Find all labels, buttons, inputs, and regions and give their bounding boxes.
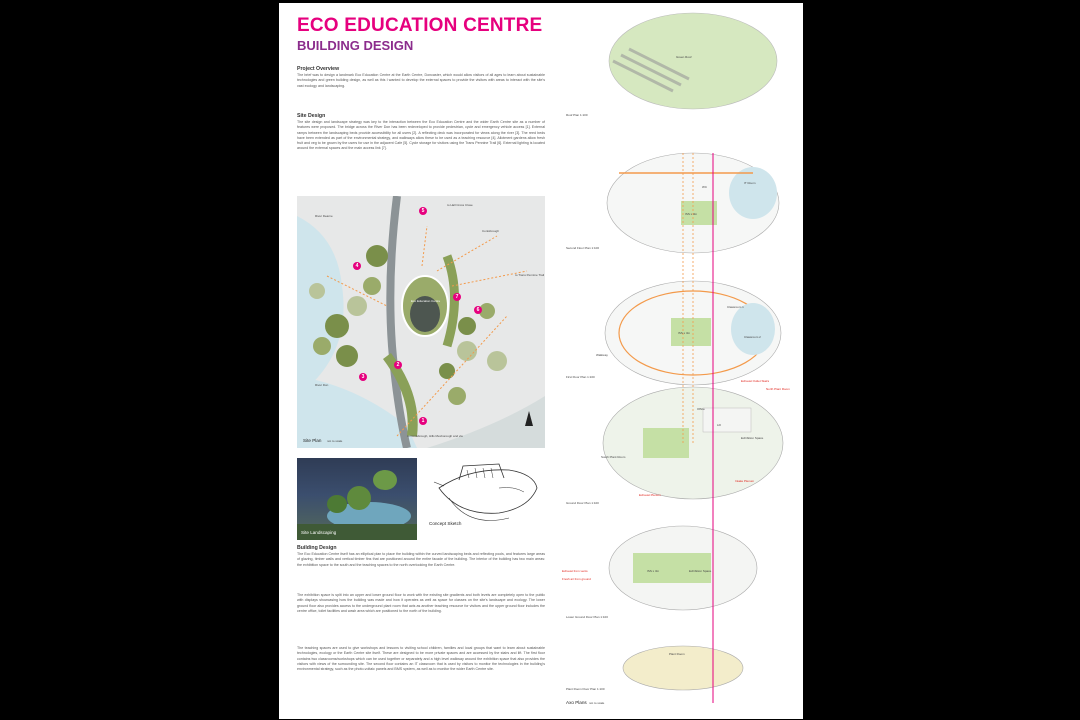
render-caption: Site Landscaping <box>301 530 337 535</box>
second-floor-room-size: ISS x 3m <box>685 212 698 216</box>
plant-room-caption: Plant Room Floor Plan 1:100 <box>566 687 605 691</box>
site-marker-3: 3 <box>359 373 367 381</box>
site-design-text: The site design and landscape strategy was key to the interaction between the Eco Education Centre and the wider Earth Centre site as a number of features were proposed. The bridge across the River Don has been redeveloped to provide pedestrian, cycle and emergency vehicle access [1]. External ramps between the landscaping beds provide accessibility for all users [2]. A reflecting deck was incorporated for views along the river [3]. The reed beds have been extended as part of the environmental strategy, and walkways allow these to be used as a teaching resource [4]. Allotment gardens allow fresh fruit and veg to be grown by the users for use in the adjacent Cafe [5]. Cycle storage for visitors using the Trans Pennine Trail [6]. External lighting is located around the external spaces and the main access link [7]. <box>297 120 545 151</box>
second-floor-caption: Second Floor Plan 1:100 <box>566 246 600 250</box>
exhaust-plenum-label: Exhaust Plenum <box>639 493 661 497</box>
concept-sketch <box>429 458 545 540</box>
first-floor-caption: First Floor Plan 1:100 <box>566 375 595 379</box>
overview-heading: Project Overview <box>297 66 340 72</box>
site-marker-5: 5 <box>419 207 427 215</box>
site-marker-2: 2 <box>394 361 402 369</box>
lower-ground-caption: Lower Ground Floor Plan 1:100 <box>566 615 608 619</box>
classroom-1-label: Classroom 1 <box>727 305 744 309</box>
site-label-trans-pennine: to Trans Pennine Trail <box>515 273 545 277</box>
sketch-drawing <box>429 458 545 540</box>
lift-label: Lift <box>717 423 722 427</box>
page-subtitle: BUILDING DESIGN <box>297 38 414 53</box>
presentation-sheet <box>279 3 803 719</box>
ground-floor-caption: Ground Floor Plan 1:100 <box>566 501 599 505</box>
intake-plenum-label: Intake Plenum <box>735 479 755 483</box>
roof-label: Green Roof <box>676 55 692 59</box>
axo-plans-drawing <box>563 3 803 719</box>
building-design-text-2: The exhibition space is split into an upper and lower ground floor to work with the existing site gradients and both levels are completely open to the public with displays showcasing how the building was made and how it operates as well as space for classes on the site's landscape and ecology. The lower ground floor also provides access to the underground plant room that acts as another teaching resource for visitors and the upper ground floor includes the centre office, toilet facilities and wash area which are positioned to the north of the building. <box>297 593 545 613</box>
site-plan-drawing <box>297 196 545 448</box>
office-label: Office <box>697 407 705 411</box>
building-design-heading: Building Design <box>297 545 337 551</box>
first-floor-room-size: ISS x 3m <box>678 331 691 335</box>
site-label-access: to Conisbrough, Hills Mexborough and via <box>407 434 463 438</box>
site-marker-1: 1 <box>419 417 427 425</box>
walkway-label: Walkway <box>596 353 608 357</box>
site-plan-image <box>297 196 545 448</box>
building-design-text-1: The Eco Education Centre itself has an elliptical plan to place the building within the curved landscaping beds and reflecting pools, and features large areas of glazing, timber walls and vertical timber fins that are positioned around the entire facade of the building. The interior of the building has two main areas: the exhibition space to the south and the teaching spaces to the north overlooking the Earth Centre. <box>297 552 545 567</box>
site-marker-4: 4 <box>353 262 361 270</box>
sketch-caption: Concept Sketch <box>429 521 462 526</box>
site-marker-7: 7 <box>453 293 461 301</box>
lower-room-size: ISS x 3m <box>647 569 660 573</box>
site-design-heading: Site Design <box>297 113 326 119</box>
site-plan-scale: not to scale <box>327 439 343 443</box>
site-label-building: Eco Education Centre <box>411 299 441 303</box>
site-label-conisbrough: Conisbrough <box>482 229 500 233</box>
site-marker-6: 6 <box>474 306 482 314</box>
landscaping-render <box>297 458 417 540</box>
overview-text: The brief was to design a landmark Eco Education Centre at the Earth Centre, Doncaster, which would allow visitors of all ages to learn about sustainable technologies and green building design, as well as this I wanted to develop the external spaces to provide the visitors with areas to interact with the site's vast ecology and landscaping. <box>297 73 545 88</box>
south-plant-label: South Plant Room <box>601 455 626 459</box>
it-room-label: IT Room <box>744 181 756 185</box>
page-title: ECO EDUCATION CENTRE <box>297 15 543 36</box>
classroom-2-label: Classroom 2 <box>744 335 761 339</box>
exhibition-space-label: Exhibition Space <box>741 436 764 440</box>
north-plant-label: North Plant Room <box>766 387 790 391</box>
site-label-hall-cross: to Hall Cross Close <box>447 203 473 207</box>
wc-label: WC <box>702 185 707 189</box>
exhaust-outlet-label: Exhaust Outlet Stairs <box>741 379 770 383</box>
building-design-text-3: The teaching spaces are used to give workshops and lessons to visiting school children, families and local groups that want to learn about sustainable technologies, ecology or the Earth Centre site itself. These are designed to be more private spaces and are accessed by the stairs and lift. The first floor contains two classrooms/workshops which can be used together or separately and a high level walkway around the exhibition space that also provides the visitors with views of the surrounding site. The second floor contains an IT classroom that is used by visitors to monitor the technologies in the building's environmental strategy, such as the photo-voltaic panels and BMS system, as well as to monitor the wider Earth Centre site. <box>297 646 545 672</box>
roof-plan-caption: Roof Plan 1:100 <box>566 113 588 117</box>
lower-exhibition-label: Exhibition Space <box>689 569 712 573</box>
exhaust-vents-label: Exhaust from vents <box>562 569 588 573</box>
site-plan-caption: Site Plan <box>303 438 322 443</box>
plant-room-label: Plant Room <box>669 652 685 656</box>
axo-caption: Axo Plans <box>566 700 587 705</box>
site-label-river-dearne: River Dearne <box>315 214 333 218</box>
axo-scale: not to scale <box>589 701 605 705</box>
site-label-river-don: River Don <box>315 383 329 387</box>
fresh-air-label: Fresh air from ground <box>562 577 591 581</box>
render-drawing <box>297 458 417 540</box>
